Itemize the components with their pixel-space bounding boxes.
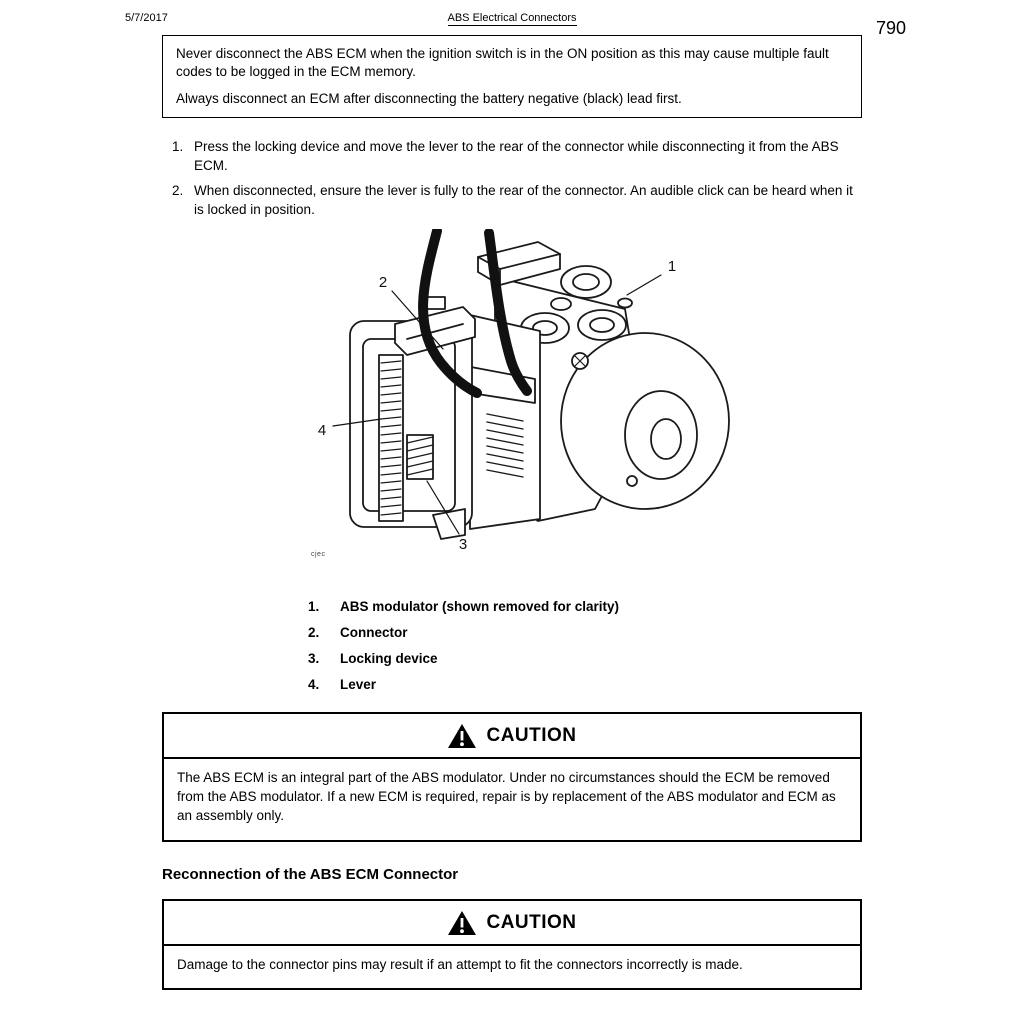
figure-credit: cjec [311,550,326,558]
caution-2-body: Damage to the connector pins may result if an attempt to fit the connectors incorrectly is made. [177,956,743,972]
section-heading: Reconnection of the ABS ECM Connector [162,865,459,883]
header-date: 5/7/2017 [125,12,168,24]
figure-callout-4: 4 [317,421,327,439]
legend-item-1-label: ABS modulator (shown removed for clarity) [340,598,620,614]
step-2-number: 2. [172,183,184,199]
warning-triangle-icon [447,910,477,936]
legend-item-3 [308,651,862,666]
caution-1-body: The ABS ECM is an integral part of the ABS modulator. Under no circumstances should the ECM be removed from the ABS modulator. If a new ECM is required, repair is by replacement of the ABS modulator and ECM as an assembly only. [177,769,836,823]
step-1-text: Press the locking device and move the lever to the rear of the connector while disconnecting it from the ABS ECM. [194,139,839,173]
notice-line-1: Never disconnect the ABS ECM when the ignition switch is in the ON position as this may cause multiple fault codes to be logged in the ECM memory. [176,46,829,79]
step-2 [172,182,862,219]
legend-item-1-number: 1. [308,598,320,614]
procedure-steps [162,138,862,218]
page-content [162,35,862,990]
legend-item-1 [308,599,862,614]
legend-item-4-number: 4. [308,676,320,692]
caution-1-title: CAUTION [486,724,577,746]
abs-modulator-figure [162,229,862,571]
caution-1-header [164,714,860,759]
legend-item-2-label: Connector [340,624,408,640]
legend-item-3-label: Locking device [340,650,438,666]
caution-box-1 [162,712,862,842]
page-number: 790 [875,18,906,38]
lever [379,355,403,521]
abs-modulator-drawing [295,229,735,569]
warning-triangle-icon [447,723,477,749]
figure-callout-3: 3 [458,535,468,553]
legend-item-3-number: 3. [308,650,320,666]
figure-callout-2: 2 [378,273,388,291]
legend-item-2-number: 2. [308,624,320,640]
header-title-text: ABS Electrical Connectors [447,12,577,24]
figure-callout-1: 1 [667,257,677,275]
legend-item-4-label: Lever [340,676,377,692]
step-2-text: When disconnected, ensure the lever is fully to the rear of the connector. An audible click can be heard when it is locked in position. [194,183,853,217]
legend-item-4 [308,677,862,692]
figure-legend [162,599,862,692]
header-title [0,12,1024,24]
callout-line-1 [627,275,661,295]
caution-2-header [164,901,860,946]
caution-2-title: CAUTION [486,911,577,933]
notice-box [162,35,862,118]
step-1 [172,138,862,175]
caution-box-2 [162,899,862,991]
notice-line-2: Always disconnect an ECM after disconnecting the battery negative (black) lead first. [176,90,682,106]
legend-item-2 [308,625,862,640]
step-1-number: 1. [172,139,184,155]
